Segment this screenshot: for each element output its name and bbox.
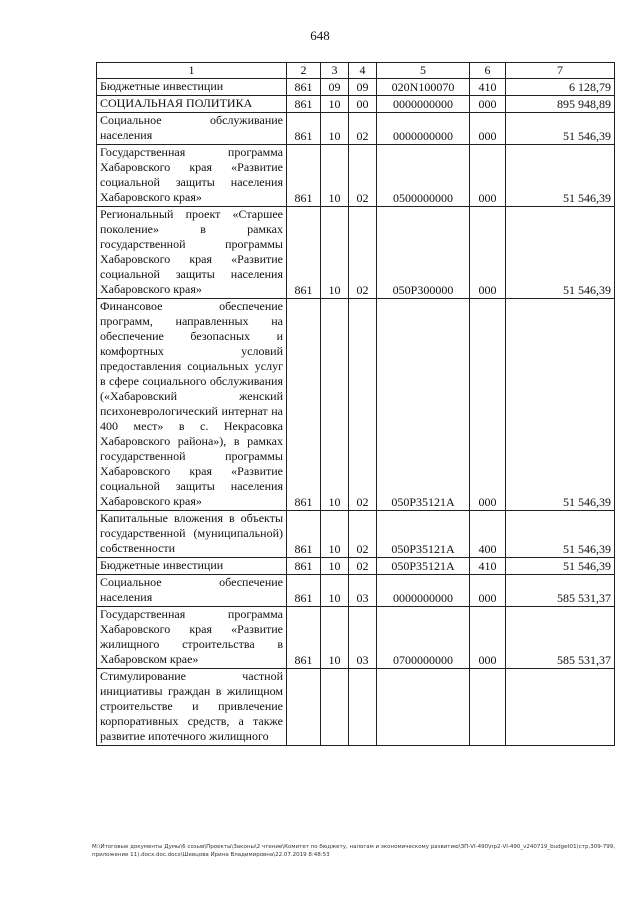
row-name: Социальное обслуживание населения: [97, 113, 287, 145]
table-row: [97, 299, 615, 511]
row-name: СОЦИАЛЬНАЯ ПОЛИТИКА: [97, 96, 287, 113]
row-expense-type: 000: [470, 607, 506, 669]
column-header: 7: [506, 63, 615, 79]
row-name: Региональный проект «Старшее поколение» в рамках государственной программы Хабаровского края «Развитие социальной защиты населения Хабаровского края»: [97, 207, 287, 299]
row-target-article: 0000000000: [377, 113, 470, 145]
row-target-article: 0000000000: [377, 575, 470, 607]
table-row: [97, 79, 615, 96]
budget-table: [96, 62, 615, 746]
row-expense-type: [470, 669, 506, 746]
row-expense-type: 000: [470, 575, 506, 607]
row-expense-type: 400: [470, 511, 506, 558]
row-subsection: 02: [349, 511, 377, 558]
row-target-article: 0500000000: [377, 145, 470, 207]
row-amount: 51 546,39: [506, 511, 615, 558]
row-section: 10: [321, 607, 349, 669]
column-header: 6: [470, 63, 506, 79]
row-code: 861: [287, 511, 321, 558]
row-amount: 6 128,79: [506, 79, 615, 96]
row-target-article: [377, 669, 470, 746]
row-subsection: 03: [349, 607, 377, 669]
column-header: 3: [321, 63, 349, 79]
row-target-article: 050P300000: [377, 207, 470, 299]
table-row: [97, 575, 615, 607]
row-name: Финансовое обеспечение программ, направленных на обеспечение безопасных и комфортных условий предоставления социальных услуг в сфере социального обслуживания («Хабаровский женский психоневрологический интернат на 400 мест» в с. Некрасовка Хабаровского района»), в рамках государственной программы Хабаровского края «Развитие социальной защиты населения Хабаровского края»: [97, 299, 287, 511]
table-header-row: [97, 63, 615, 79]
column-header: 4: [349, 63, 377, 79]
row-expense-type: 000: [470, 145, 506, 207]
column-header: 1: [97, 63, 287, 79]
row-code: 861: [287, 113, 321, 145]
row-name: Бюджетные инвестиции: [97, 558, 287, 575]
row-amount: 585 531,37: [506, 575, 615, 607]
row-section: 10: [321, 511, 349, 558]
row-section: 10: [321, 299, 349, 511]
row-subsection: 02: [349, 207, 377, 299]
row-target-article: 050P35121A: [377, 299, 470, 511]
column-header: 5: [377, 63, 470, 79]
page-number: 648: [310, 28, 330, 43]
row-amount: 895 948,89: [506, 96, 615, 113]
row-expense-type: 410: [470, 79, 506, 96]
row-code: 861: [287, 96, 321, 113]
table-row: [97, 207, 615, 299]
table-row: [97, 558, 615, 575]
row-expense-type: 000: [470, 299, 506, 511]
table-row: [97, 669, 615, 746]
row-code: 861: [287, 607, 321, 669]
row-code: [287, 669, 321, 746]
row-code: 861: [287, 79, 321, 96]
row-amount: 51 546,39: [506, 207, 615, 299]
row-expense-type: 000: [470, 96, 506, 113]
row-subsection: 03: [349, 575, 377, 607]
row-subsection: 02: [349, 113, 377, 145]
row-amount: 585 531,37: [506, 607, 615, 669]
row-name: Капитальные вложения в объекты государственной (муниципальной) собственности: [97, 511, 287, 558]
row-name: Социальное обеспечение населения: [97, 575, 287, 607]
row-code: 861: [287, 145, 321, 207]
row-code: 861: [287, 207, 321, 299]
row-section: 10: [321, 96, 349, 113]
row-target-article: 0700000000: [377, 607, 470, 669]
row-section: 10: [321, 145, 349, 207]
row-target-article: 050P35121A: [377, 511, 470, 558]
row-expense-type: 000: [470, 113, 506, 145]
table-row: [97, 511, 615, 558]
row-section: [321, 669, 349, 746]
row-subsection: [349, 669, 377, 746]
table-row: [97, 607, 615, 669]
row-target-article: 020N100070: [377, 79, 470, 96]
row-section: 10: [321, 558, 349, 575]
table-row: [97, 113, 615, 145]
row-target-article: 0000000000: [377, 96, 470, 113]
row-section: 10: [321, 207, 349, 299]
row-code: 861: [287, 299, 321, 511]
row-code: 861: [287, 558, 321, 575]
row-code: 861: [287, 575, 321, 607]
column-header: 2: [287, 63, 321, 79]
row-section: 09: [321, 79, 349, 96]
row-amount: [506, 669, 615, 746]
row-name: Стимулирование частной инициативы граждан в жилищном строительстве и привлечение корпоративных средств, а также развитие ипотечного жилищного: [97, 669, 287, 746]
row-subsection: 02: [349, 145, 377, 207]
row-name: Государственная программа Хабаровского края «Развитие жилищного строительства в Хабаровском крае»: [97, 607, 287, 669]
row-subsection: 02: [349, 558, 377, 575]
row-amount: 51 546,39: [506, 299, 615, 511]
table-row: [97, 96, 615, 113]
row-section: 10: [321, 113, 349, 145]
row-amount: 51 546,39: [506, 113, 615, 145]
row-section: 10: [321, 575, 349, 607]
file-path-footer: M:\Итоговые документы Думы\6 созыв\Проекты\Законы\2 чтение\Комитет по бюджету, налогам и экономическому развитию\ЗП-VI-490\пр2-VI-490_v240719_budget01(стр.309-799, приложение 11).docx.doc.docx\Шевцова Ирина Владимировна\22.07.2019 8:48:53: [92, 844, 615, 858]
row-expense-type: 410: [470, 558, 506, 575]
row-amount: 51 546,39: [506, 145, 615, 207]
row-target-article: 050P35121A: [377, 558, 470, 575]
table-row: [97, 145, 615, 207]
row-name: Государственная программа Хабаровского края «Развитие социальной защиты населения Хабаровского края»: [97, 145, 287, 207]
row-name: Бюджетные инвестиции: [97, 79, 287, 96]
row-subsection: 02: [349, 299, 377, 511]
row-subsection: 09: [349, 79, 377, 96]
row-amount: 51 546,39: [506, 558, 615, 575]
row-expense-type: 000: [470, 207, 506, 299]
row-subsection: 00: [349, 96, 377, 113]
